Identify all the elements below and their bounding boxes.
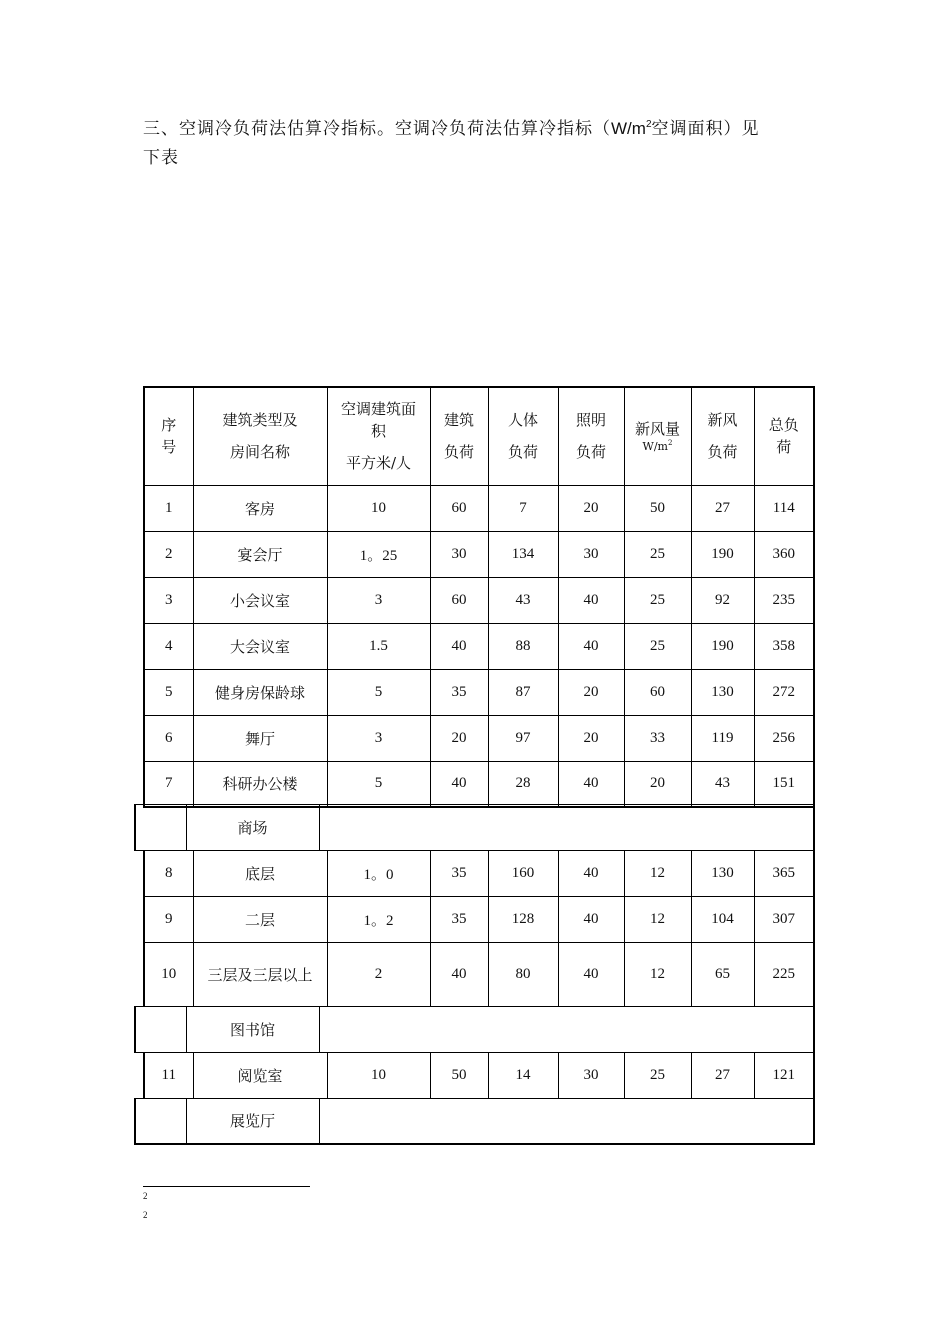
cell-room-name: 科研办公楼 <box>193 761 327 807</box>
footnote-separator <box>143 1186 310 1187</box>
cell-room-name: 二层 <box>193 897 327 943</box>
cell-fresh-air-volume: 25 <box>624 1053 691 1099</box>
header-area: 空调建筑面 积 平方米/人 <box>327 387 430 485</box>
cell-building-load: 35 <box>430 851 488 897</box>
cell-building-load: 40 <box>430 943 488 1007</box>
cell-human-load: 97 <box>488 715 558 761</box>
cell-total-load: 307 <box>754 897 814 943</box>
header-human-load: 人体 负荷 <box>488 387 558 485</box>
cell-room-name: 大会议室 <box>193 623 327 669</box>
cell-area-per-person: 10 <box>327 485 430 531</box>
cell-seq: 4 <box>144 623 193 669</box>
cell-area-per-person: 1。2 <box>327 897 430 943</box>
group-row-mall <box>134 804 815 851</box>
cell-room-name: 三层及三层以上 <box>193 943 327 1007</box>
table-row <box>144 531 814 577</box>
cell-lighting-load: 30 <box>558 1053 624 1099</box>
cooling-load-table <box>143 386 815 808</box>
cell-human-load: 43 <box>488 577 558 623</box>
cell-building-load: 60 <box>430 577 488 623</box>
intro-prefix: 三、空调冷负荷法估算冷指标。空调冷负荷法估算冷指标（ <box>143 119 611 139</box>
table-row <box>144 761 814 807</box>
cell-lighting-load: 20 <box>558 669 624 715</box>
cell-total-load: 235 <box>754 577 814 623</box>
group-label: 商场 <box>186 805 319 851</box>
group-row-exhibition <box>134 1098 815 1145</box>
cell-fresh-air-load: 65 <box>691 943 754 1007</box>
cell-fresh-air-volume: 12 <box>624 897 691 943</box>
header-fresh-air-load: 新风 负荷 <box>691 387 754 485</box>
footnote-marker: 2 <box>143 1191 148 1201</box>
cell-building-load: 20 <box>430 715 488 761</box>
header-lighting-load: 照明 负荷 <box>558 387 624 485</box>
cell-building-load: 40 <box>430 761 488 807</box>
cell-human-load: 88 <box>488 623 558 669</box>
mall-rows-table <box>143 850 815 1007</box>
cell-human-load: 160 <box>488 851 558 897</box>
cell-fresh-air-load: 130 <box>691 669 754 715</box>
cell-area-per-person: 3 <box>327 577 430 623</box>
cell-fresh-air-volume: 25 <box>624 577 691 623</box>
cell-room-name: 舞厅 <box>193 715 327 761</box>
cell-fresh-air-load: 130 <box>691 851 754 897</box>
library-rows-table <box>143 1052 815 1099</box>
cell-lighting-load: 40 <box>558 623 624 669</box>
cell-fresh-air-load: 190 <box>691 531 754 577</box>
intro-unit-sup: 2 <box>645 119 652 130</box>
cell-total-load: 360 <box>754 531 814 577</box>
cell-human-load: 128 <box>488 897 558 943</box>
header-total-load: 总负 荷 <box>754 387 814 485</box>
cell-fresh-air-load: 119 <box>691 715 754 761</box>
header-type: 建筑类型及 房间名称 <box>193 387 327 485</box>
cell-total-load: 151 <box>754 761 814 807</box>
cell-seq: 1 <box>144 485 193 531</box>
cell-room-name: 阅览室 <box>193 1053 327 1099</box>
table-row <box>144 715 814 761</box>
cell-total-load: 358 <box>754 623 814 669</box>
cell-seq: 7 <box>144 761 193 807</box>
cell-seq: 11 <box>144 1053 193 1099</box>
cell-lighting-load: 40 <box>558 943 624 1007</box>
cell-area-per-person: 1。25 <box>327 531 430 577</box>
cell-lighting-load: 40 <box>558 851 624 897</box>
cell-fresh-air-volume: 12 <box>624 943 691 1007</box>
cell-fresh-air-volume: 25 <box>624 531 691 577</box>
cell-lighting-load: 30 <box>558 531 624 577</box>
cell-building-load: 30 <box>430 531 488 577</box>
cell-fresh-air-volume: 25 <box>624 623 691 669</box>
cell-fresh-air-load: 27 <box>691 485 754 531</box>
table-row <box>144 623 814 669</box>
cell-total-load: 121 <box>754 1053 814 1099</box>
group-label: 图书馆 <box>186 1007 319 1053</box>
header-building-load: 建筑 负荷 <box>430 387 488 485</box>
cell-fresh-air-load: 92 <box>691 577 754 623</box>
cell-area-per-person: 2 <box>327 943 430 1007</box>
intro-unit: W/m <box>611 119 646 138</box>
cell-fresh-air-load: 43 <box>691 761 754 807</box>
cell-human-load: 80 <box>488 943 558 1007</box>
table-row <box>144 897 814 943</box>
cell-human-load: 87 <box>488 669 558 715</box>
cell-room-name: 底层 <box>193 851 327 897</box>
table-row <box>144 943 814 1007</box>
cell-area-per-person: 3 <box>327 715 430 761</box>
cell-fresh-air-volume: 50 <box>624 485 691 531</box>
cell-human-load: 7 <box>488 485 558 531</box>
cell-area-per-person: 5 <box>327 761 430 807</box>
cell-lighting-load: 20 <box>558 715 624 761</box>
header-seq: 序 号 <box>144 387 193 485</box>
cell-total-load: 256 <box>754 715 814 761</box>
table-row <box>144 669 814 715</box>
cell-lighting-load: 40 <box>558 897 624 943</box>
cell-building-load: 35 <box>430 669 488 715</box>
cell-fresh-air-volume: 33 <box>624 715 691 761</box>
cell-human-load: 28 <box>488 761 558 807</box>
cell-room-name: 宴会厅 <box>193 531 327 577</box>
table-row <box>144 577 814 623</box>
cell-seq: 10 <box>144 943 193 1007</box>
cell-area-per-person: 5 <box>327 669 430 715</box>
cell-building-load: 60 <box>430 485 488 531</box>
footnote-marker: 2 <box>143 1210 148 1220</box>
intro-paragraph <box>143 114 823 173</box>
cell-seq: 2 <box>144 531 193 577</box>
cell-total-load: 114 <box>754 485 814 531</box>
cell-seq: 6 <box>144 715 193 761</box>
cell-lighting-load: 40 <box>558 577 624 623</box>
cell-room-name: 小会议室 <box>193 577 327 623</box>
cell-seq: 3 <box>144 577 193 623</box>
cell-seq: 8 <box>144 851 193 897</box>
cell-total-load: 225 <box>754 943 814 1007</box>
cell-seq: 9 <box>144 897 193 943</box>
cell-area-per-person: 1.5 <box>327 623 430 669</box>
group-label: 展览厅 <box>186 1099 319 1144</box>
cell-room-name: 客房 <box>193 485 327 531</box>
cell-total-load: 272 <box>754 669 814 715</box>
cell-total-load: 365 <box>754 851 814 897</box>
cell-building-load: 50 <box>430 1053 488 1099</box>
cell-fresh-air-volume: 20 <box>624 761 691 807</box>
intro-suffix: 空调面积）见 <box>651 119 760 139</box>
cell-room-name: 健身房保龄球 <box>193 669 327 715</box>
table-row <box>144 1053 814 1099</box>
cell-fresh-air-volume: 60 <box>624 669 691 715</box>
cell-fresh-air-load: 27 <box>691 1053 754 1099</box>
cell-human-load: 14 <box>488 1053 558 1099</box>
table-row <box>144 485 814 531</box>
intro-suffix-line2: 下表 <box>143 148 179 168</box>
cell-building-load: 40 <box>430 623 488 669</box>
header-row <box>144 387 814 485</box>
cell-lighting-load: 20 <box>558 485 624 531</box>
header-fresh-air-volume: 新风量 $W/m^2$ <box>624 387 691 485</box>
cell-seq: 5 <box>144 669 193 715</box>
table-row <box>144 851 814 897</box>
cell-fresh-air-volume: 12 <box>624 851 691 897</box>
group-row-library <box>134 1006 815 1053</box>
cell-fresh-air-load: 104 <box>691 897 754 943</box>
cell-fresh-air-load: 190 <box>691 623 754 669</box>
cell-area-per-person: 10 <box>327 1053 430 1099</box>
cell-area-per-person: 1。0 <box>327 851 430 897</box>
cell-lighting-load: 40 <box>558 761 624 807</box>
cell-building-load: 35 <box>430 897 488 943</box>
cell-human-load: 134 <box>488 531 558 577</box>
